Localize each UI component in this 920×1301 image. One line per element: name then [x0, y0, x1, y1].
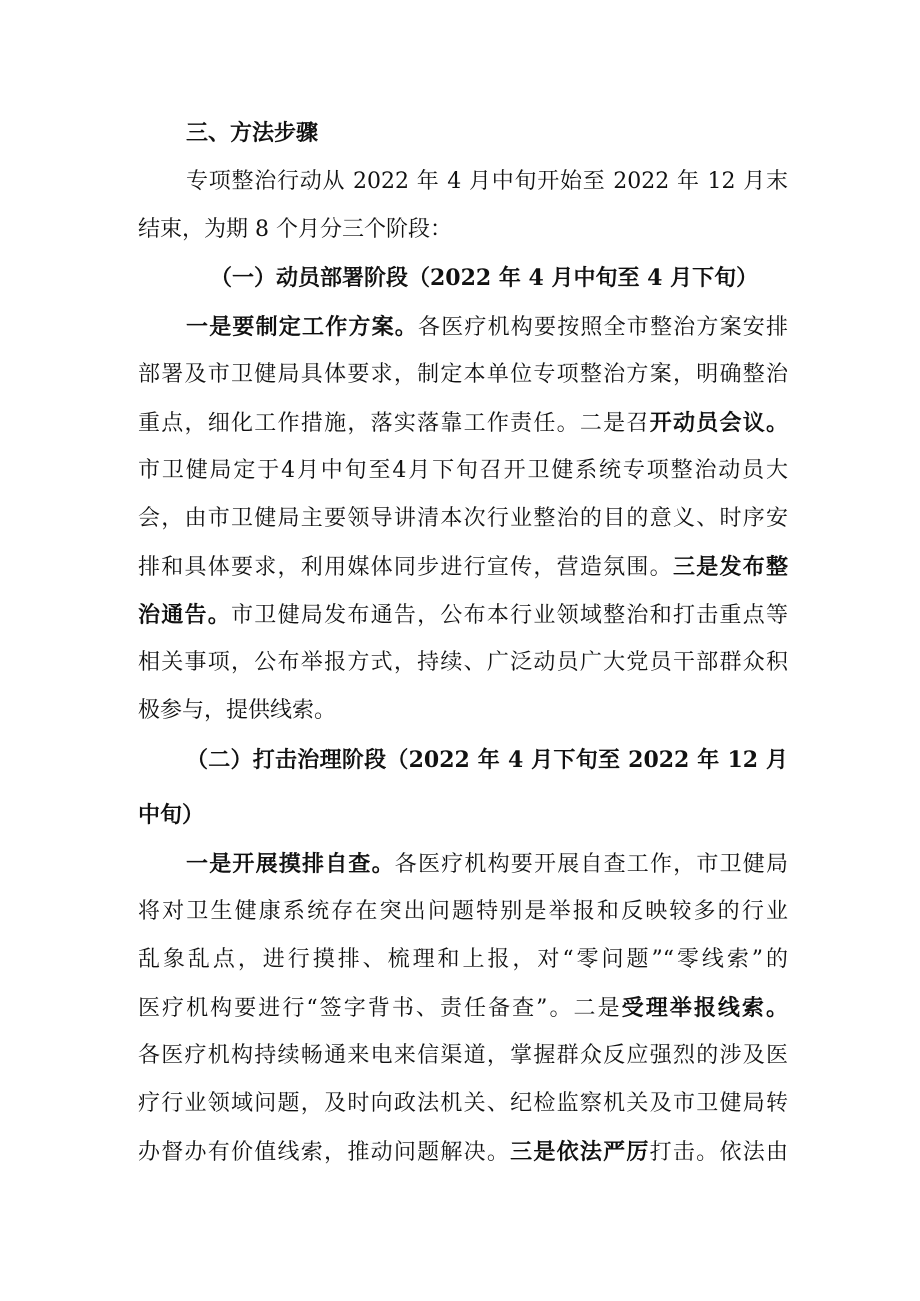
phase2-line-5: 各医疗机构持续畅通来电来信渠道，掌握群众反应强烈的涉及医 [138, 1043, 788, 1068]
phase2-line-7-tail: 打击。依法由 [649, 1140, 788, 1165]
phase1-line-3-text: 重点，细化工作措施，落实落靠工作责任。二是召 [138, 411, 650, 436]
phase1-line-3 [138, 401, 788, 445]
phase1-line-6 [138, 545, 788, 589]
phase1-line-1 [186, 305, 788, 349]
phase1-line-8: 相关事项，公布举报方式，持续、广泛动员广大党员干部群众积 [138, 650, 788, 675]
phase2-item2-title: 受理举报线索。 [621, 995, 788, 1021]
phase2-heading-line-2: 中旬） [138, 802, 205, 828]
phase1-line-4: 市卫健局定于4月中旬至4月下旬召开卫健系统专项整治动员大 [138, 458, 788, 483]
phase2-line-7-text: 办督办有价值线索，推动问题解决。 [138, 1140, 511, 1165]
section-title: 三、方法步骤 [186, 120, 319, 146]
phase2-item3-title: 三是依法严厉 [510, 1139, 650, 1165]
phase1-line-7-text: 市卫健局发布通告，公布本行业领域整治和打击重点等 [231, 603, 788, 628]
phase2-heading-line-1: （二）打击治理阶段（2022 年 4 月下旬至 2022 年 12 月 [186, 747, 788, 773]
phase2-line-7 [138, 1130, 788, 1174]
phase1-item1-title: 一是要制定工作方案。 [186, 314, 418, 340]
phase1-line-2: 部署及市卫健局具体要求，制定本单位专项整治方案，明确整治 [138, 362, 788, 387]
phase1-line-6-text: 排和具体要求，利用媒体同步进行宣传，营造氛围。 [138, 555, 673, 580]
phase1-line-1-text: 各医疗机构要按照全市整治方案安排 [418, 315, 788, 340]
phase1-item3-title-part1: 三是发布整 [672, 554, 788, 580]
phase2-line-4 [138, 986, 788, 1030]
phase1-item3-title-part2: 治通告。 [138, 602, 232, 628]
phase1-line-5: 会，由市卫健局主要领导讲清本次行业整治的目的意义、时序安 [138, 506, 788, 531]
phase2-line-6: 疗行业领域问题，及时向政法机关、纪检监察机关及市卫健局转 [138, 1091, 788, 1116]
phase1-item2-title: 开动员会议。 [649, 410, 788, 436]
phase2-item1-title: 一是开展摸排自查。 [186, 851, 395, 877]
intro-line-1: 专项整治行动从 2022 年 4 月中旬开始至 2022 年 12 月末 [186, 169, 788, 194]
intro-line-2: 结束，为期 8 个月分三个阶段： [138, 217, 452, 242]
phase2-line-2: 将对卫生健康系统存在突出问题特别是举报和反映较多的行业 [138, 899, 788, 924]
phase2-line-4-text: 医疗机构要进行“签字背书、责任备查”。二是 [138, 996, 622, 1021]
phase1-line-9: 极参与，提供线索。 [138, 698, 337, 723]
phase2-line-1 [186, 842, 788, 886]
phase2-line-3: 乱象乱点，进行摸排、梳理和上报，对“零问题”“零线索”的 [138, 947, 788, 972]
phase2-line-1-text: 各医疗机构要开展自查工作，市卫健局 [394, 852, 788, 877]
phase1-heading: （一）动员部署阶段（2022 年 4 月中旬至 4 月下旬） [210, 265, 759, 291]
phase1-line-7 [138, 593, 788, 637]
